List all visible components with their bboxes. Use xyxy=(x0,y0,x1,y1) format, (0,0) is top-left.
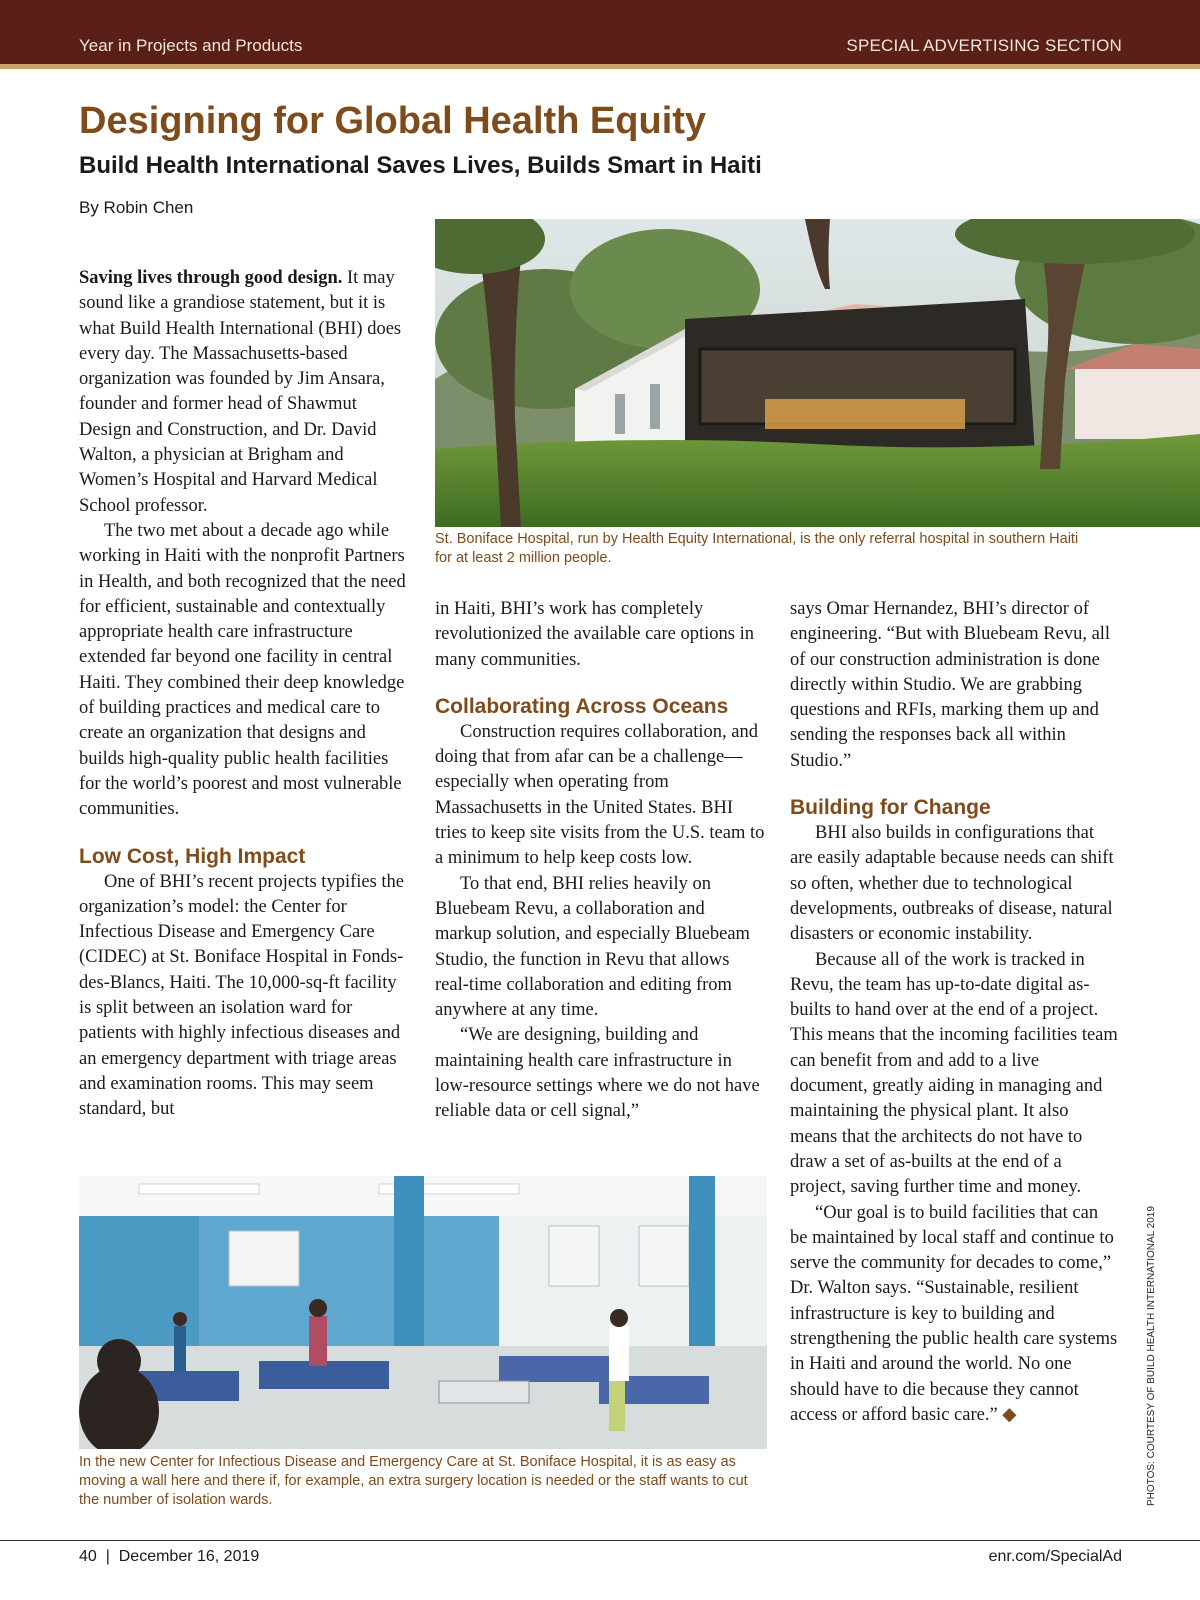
ward-interior-photo xyxy=(79,1176,767,1449)
page-number-date: 40 | December 16, 2019 xyxy=(79,1548,260,1565)
photo2-caption: In the new Center for Infectious Disease and Emergency Care at St. Boniface Hospital, it is as easy as moving a wall here and there if, for example, an extra surgery location is needed or the staff wants to cut the number of isolation wards. xyxy=(79,1454,748,1508)
hospital-exterior-illustration xyxy=(435,219,1200,527)
lead-paragraph xyxy=(79,266,409,519)
article-title: Designing for Global Health Equity xyxy=(79,100,707,142)
paragraph-7: BHI also builds in configurations that are easily adaptable because needs can shift so often, whether due to technological developments, outbreaks of disease, natural disasters or economic instability. xyxy=(790,823,1114,945)
article-subtitle: Build Health International Saves Lives, Builds Smart in Haiti xyxy=(79,152,762,179)
column-1 xyxy=(79,266,409,1123)
paragraph-9 xyxy=(790,1201,1120,1429)
heading-collaborating: Collaborating Across Oceans xyxy=(435,694,729,718)
paragraph-8: Because all of the work is tracked in Revu, the team has up-to-date digital as-builts to hand over at the end of a project. This means that the incoming facilities team can benefit from and add to a live document, greatly aiding in managing and maintaining the physical plant. It also means that the architects do not have to draw a set of as-builts at the end of a project, saving further time and money. xyxy=(790,949,1118,1198)
footer-url: enr.com/SpecialAd xyxy=(988,1548,1122,1565)
banner-rule xyxy=(0,64,1200,69)
column-2 xyxy=(435,597,765,1125)
footer-rule xyxy=(0,1540,1200,1541)
paragraph-3-continued: in Haiti, BHI’s work has completely revolutionized the available care options in many communities. xyxy=(435,599,755,670)
paragraph-6-continued: says Omar Hernandez, BHI’s director of engineering. “But with Bluebeam Revu, all of our construction administration is done directly within Studio. We are grabbing questions and RFIs, marking them up and sending the responses back all within Studio.” xyxy=(790,599,1111,771)
closing-quote: “Our goal is to build facilities that can be maintained by local staff and continue to serve the community for decades to come,” Dr. Walton says. “Sustainable, resilient infrastructure is key to building and strengthening the public health care systems in Haiti and around the world. No one should have to die because they cannot access or afford basic care.” xyxy=(790,1202,1118,1425)
lead-rest-text: It may sound like a grandiose statement, but it is what Build Health International (BHI) does every day. The Massachusetts-based organization was founded by Jim Ansara, founder and former head of Shawmut Design and Construction, and Dr. David Walton, a physician at Brigham and Women’s Hospital and Harvard Medical School professor. xyxy=(79,268,402,516)
paragraph-4: Construction requires collaboration, and doing that from afar can be a challenge—especially when operating from Massachusetts in the United States. BHI tries to keep site visits from the U.S. team to a minimum to help keep costs low. xyxy=(435,721,765,869)
paragraph-5: To that end, BHI relies heavily on Bluebeam Revu, a collaboration and markup solution, and especially Bluebeam Studio, the function in Revu that allows real-time collaboration and editing from anywhere at any time. xyxy=(435,873,750,1021)
advertising-label: SPECIAL ADVERTISING SECTION xyxy=(846,36,1122,55)
heading-building-for-change: Building for Change xyxy=(790,796,991,820)
top-banner xyxy=(0,0,1200,64)
column-3 xyxy=(790,597,1120,1428)
paragraph-6: “We are designing, building and maintaining health care infrastructure in low-resource settings where we do not have reliable data or cell signal,” xyxy=(435,1025,760,1122)
heading-low-cost: Low Cost, High Impact xyxy=(79,844,306,868)
section-label: Year in Projects and Products xyxy=(79,36,303,55)
photo-credit: PHOTOS: COURTESY OF BUILD HEALTH INTERNATIONAL 2019 xyxy=(1146,1206,1157,1506)
ward-interior-illustration xyxy=(79,1176,767,1449)
lead-bold-text: Saving lives through good design. xyxy=(79,268,343,288)
end-mark-icon: ◆ xyxy=(1002,1404,1017,1425)
photo1-caption: St. Boniface Hospital, run by Health Equity International, is the only referral hospital in southern Haiti for at least 2 million people. xyxy=(435,531,1079,566)
paragraph-2: The two met about a decade ago while working in Haiti with the nonprofit Partners in Health, and both recognized that the need for efficient, sustainable and contextually appropriate health care infrastructure extended far beyond one facility in central Haiti. They combined their deep knowledge of building practices and medical care to create an organization that designs and builds high-quality public health facilities for the world’s poorest and most vulnerable communities. xyxy=(79,520,406,820)
paragraph-3: One of BHI’s recent projects typifies the organization’s model: the Center for Infectious Disease and Emergency Care (CIDEC) at St. Boniface Hospital in Fonds-des-Blancs, Haiti. The 10,000-sq-ft facility is split between an isolation ward for patients with highly infectious diseases and an emergency department with triage areas and examination rooms. This may seem standard, but xyxy=(79,871,405,1120)
hospital-exterior-photo xyxy=(435,219,1200,527)
byline: By Robin Chen xyxy=(79,198,194,217)
